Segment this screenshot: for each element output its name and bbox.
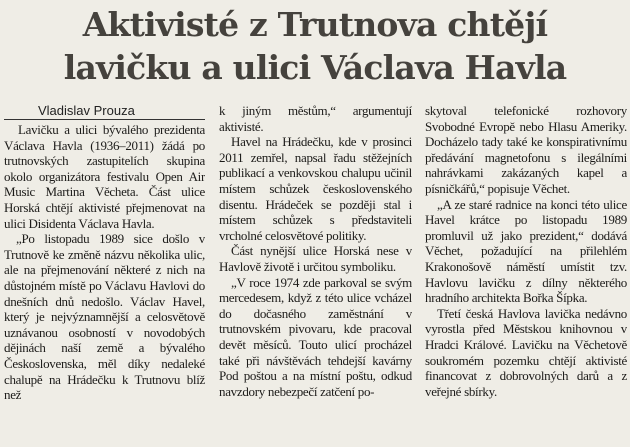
paragraph: Třetí česká Havlova lavička nedávno vyrostla před Městskou knihovnou v Hradci Králové. Lavičku na Věchetově soukromém pozemku chtějí aktivisté financovat z dobrovolných darů a z veřejné sbírky. bbox=[425, 305, 627, 399]
headline-line-2: lavičku a ulici Václava Havla bbox=[63, 48, 567, 87]
paragraph: skytoval telefonické rozhovory Svobodné Evropě nebo Hlasu Ameriky. Docházelo tady také ke konspirativnímu předávání magnetofonu s ilegálními nahrávkami zakázaných kapel a písničkářů,“ popisuje Věchet. bbox=[425, 103, 627, 196]
paragraph: Lavičku a ulici bývalého prezidenta Václava Havla (1936–2011) žádá po trutnovských zastupitelích skupina okolo organizátora festivalu Open Air Music Martina Věcheta. Část ulice Horská chtějí aktivisté přejmenovat na ulici Disidenta Václava Havla. bbox=[4, 122, 205, 231]
article-column-1 bbox=[4, 103, 205, 447]
headline-line-1: Aktivisté z Trutnova chtějí bbox=[82, 5, 548, 44]
paragraph: Havel na Hrádečku, kde v prosinci 2011 zemřel, napsal řadu stěžejních publikací a venkovskou chalupu učinil místem schůzek československého disentu. Hrádeček se později stal i místem schůzek s představiteli vrcholné celosvětové politiky. bbox=[219, 134, 412, 243]
byline-author: Vladislav Prouza bbox=[4, 103, 205, 120]
paragraph: „Po listopadu 1989 sice došlo v Trutnově ke změně názvu několika ulic, ale na přejmenování některé z nich na důstojném místě po Václavu Havlovi do dnešních dnů nedošlo. Václav Havel, který je nejvýznamnější a celosvětově uznávanou osobností v novodobých dějinách naší země a bývalého Československa, měl díky nedaleké chalupě na Hrádečku k Trutnovu blíž než bbox=[4, 231, 205, 403]
paragraph: Část nynější ulice Horská nese v Havlově životě i určitou symboliku. bbox=[219, 243, 412, 274]
paragraph: „V roce 1974 zde parkoval se svým mercedesem, když z této ulice vcházel do dočasného zaměstnání v trutnovském pivovaru, kde pracoval devět měsíců. Touto ulicí procházel také při návštěvách tehdejší kavárny Pod poštou a na místní poštu, odkud navzdory nebezpečí zatčení po- bbox=[219, 274, 412, 399]
paragraph: „A ze staré radnice na konci této ulice Havel krátce po listopadu 1989 promluvil už jako prezident,“ dodává Věchet, požadující na přilehlém Krakonošově náměstí umístit tzv. Havlovu lavičku z dílny některého hradního architekta Bořka Šípka. bbox=[425, 196, 627, 306]
paragraph: k jiným městům,“ argumentují aktivisté. bbox=[219, 103, 412, 134]
article-column-2 bbox=[219, 103, 412, 447]
article-column-3 bbox=[425, 103, 627, 447]
